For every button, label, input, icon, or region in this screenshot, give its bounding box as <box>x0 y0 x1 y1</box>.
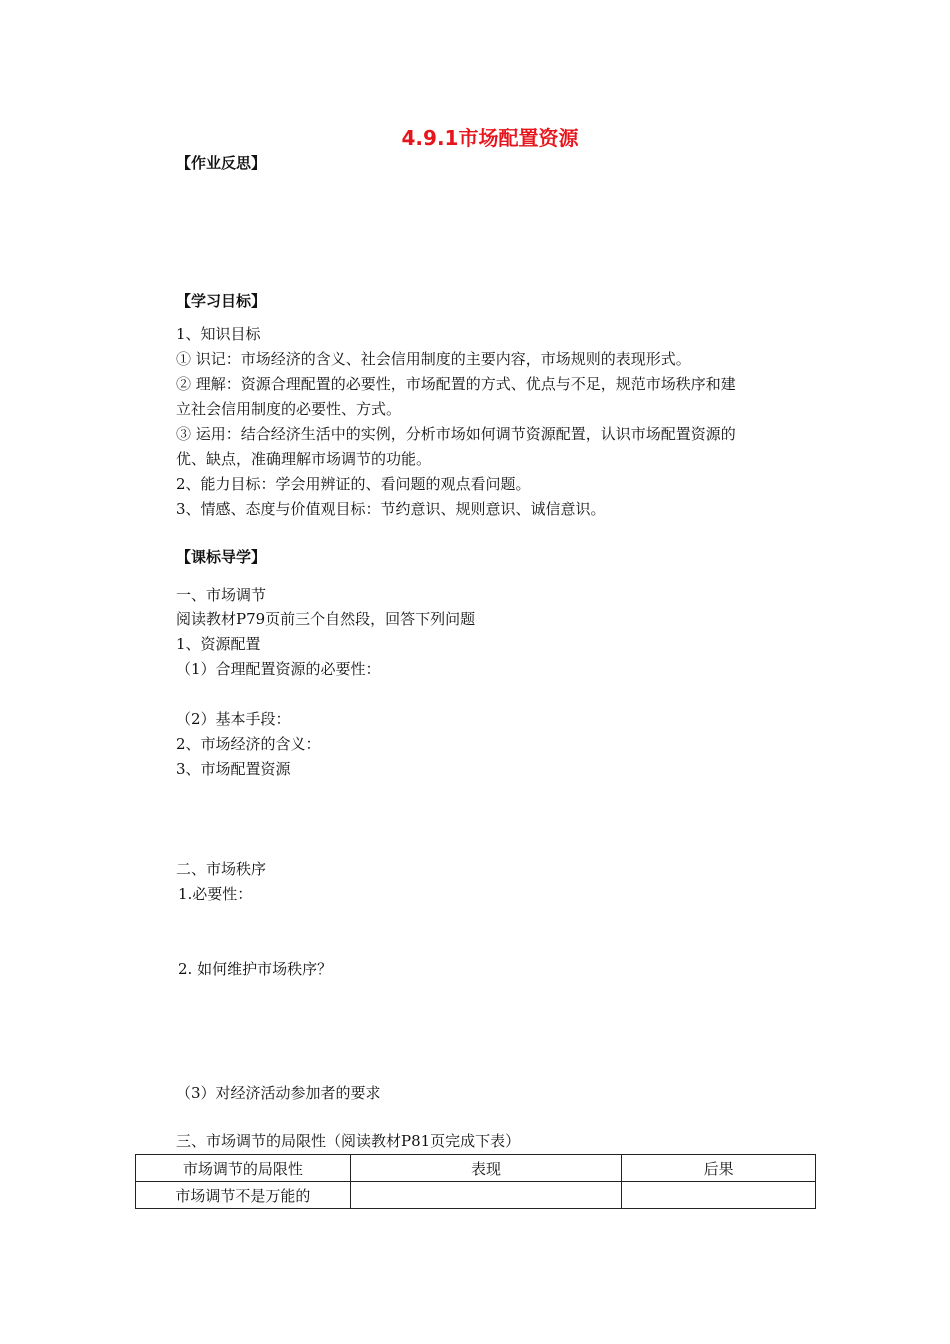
goal-knowledge: 1、知识目标 <box>176 325 261 343</box>
page-title: 4.9.1市场配置资源 <box>401 126 579 150</box>
part1-title: 一、市场调节 <box>176 586 267 604</box>
limitations-table <box>135 1154 816 1209</box>
goal-emotion: 3、情感、态度与价值观目标：节约意识、规则意识、诚信意识。 <box>176 500 606 518</box>
resource-allocation: 1、资源配置 <box>176 635 261 653</box>
part3-title: 三、市场调节的局限性（阅读教材P81页完成下表） <box>176 1132 521 1150</box>
section-heading-goals: 【学习目标】 <box>176 292 267 310</box>
basic-means-question: （2）基本手段： <box>176 710 291 728</box>
table-cell[interactable] <box>622 1182 816 1209</box>
order-maintain-question: 2. 如何维护市场秩序？ <box>178 960 333 978</box>
learning-goals <box>176 322 816 522</box>
table-header-cell: 市场调节的局限性 <box>136 1155 351 1182</box>
market-economy-question: 2、市场经济的含义： <box>176 735 321 753</box>
table-header-row <box>136 1155 816 1182</box>
section-heading-reflection: 【作业反思】 <box>176 154 267 172</box>
necessity-question: （1）合理配置资源的必要性： <box>176 660 381 678</box>
participants-question: （3）对经济活动参加者的要求 <box>176 1084 381 1102</box>
table-cell[interactable] <box>350 1182 622 1209</box>
order-necessity-question: 1.必要性： <box>178 885 253 903</box>
goal-understand-line2: 立社会信用制度的必要性、方式。 <box>176 400 402 418</box>
section-heading-guide: 【课标导学】 <box>176 548 267 566</box>
table-row <box>136 1182 816 1209</box>
goal-recall: ① 识记：市场经济的含义、社会信用制度的主要内容，市场规则的表现形式。 <box>176 350 691 368</box>
goal-ability: 2、能力目标：学会用辨证的、看问题的观点看问题。 <box>176 475 531 493</box>
market-allocation-question: 3、市场配置资源 <box>176 760 291 778</box>
goal-apply-line2: 优、缺点，准确理解市场调节的功能。 <box>176 450 432 468</box>
part2-title: 二、市场秩序 <box>176 860 267 878</box>
goal-apply-line1: ③ 运用：结合经济生活中的实例，分析市场如何调节资源配置，认识市场配置资源的 <box>176 425 736 443</box>
goal-understand-line1: ② 理解：资源合理配置的必要性，市场配置的方式、优点与不足，规范市场秩序和建 <box>176 375 736 393</box>
part1-instruction: 阅读教材P79页前三个自然段，回答下列问题 <box>176 610 476 628</box>
table-cell: 市场调节不是万能的 <box>136 1182 351 1209</box>
table-header-cell: 后果 <box>622 1155 816 1182</box>
table-header-cell: 表现 <box>350 1155 622 1182</box>
